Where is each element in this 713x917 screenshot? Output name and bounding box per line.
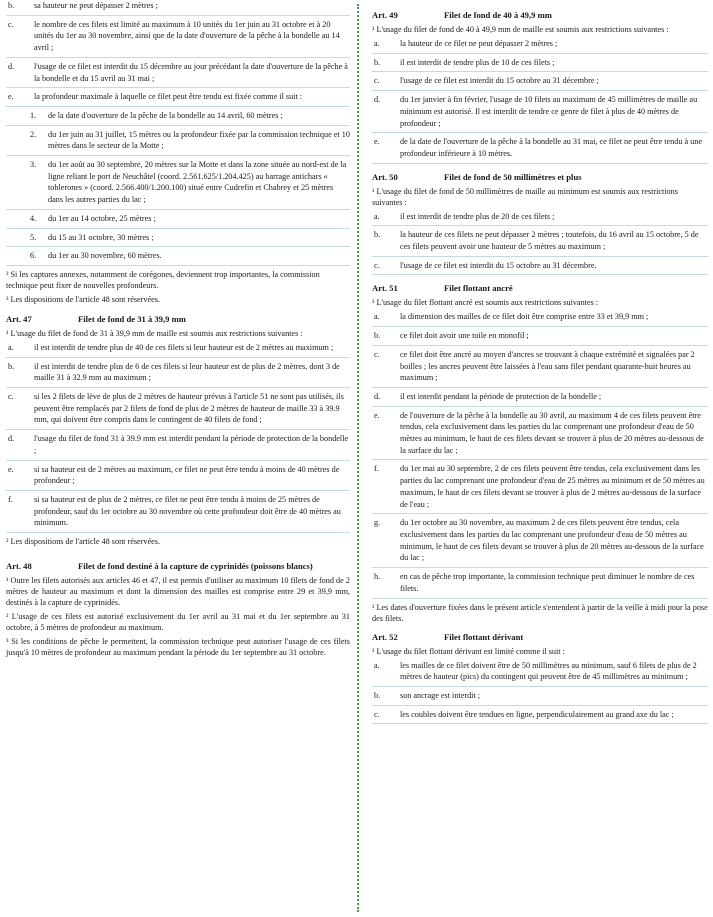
- list-item-marker: c.: [374, 349, 380, 359]
- list-item: [372, 391, 708, 407]
- list-item-marker: c.: [374, 260, 380, 270]
- list-item-text: du 1er janvier à fin février, l'usage de 10 filets au maximum de 45 millimètres de maille au minimum est autorisé. Il est interdit de tendre ce genre de filet à plus de 40 mètres de profondeur ;: [400, 95, 698, 128]
- list-item-marker: d.: [8, 61, 15, 71]
- list-item-marker: a.: [374, 211, 380, 221]
- list-item: [6, 129, 350, 156]
- list-item-marker: e.: [8, 464, 14, 474]
- list-item-marker: a.: [374, 660, 380, 670]
- list-item-text: il est interdit de tendre plus de 20 de ces filets ;: [400, 211, 555, 221]
- list-item-text: il est interdit de tendre plus de 10 de ces filets ;: [400, 57, 555, 67]
- list-item: [372, 517, 708, 568]
- art52-heading: [372, 632, 708, 643]
- list-item: [6, 433, 350, 460]
- list-item-marker: d.: [374, 391, 381, 401]
- list-item: [6, 213, 350, 229]
- art48-paragraph-2: ² L'usage de ces filets est autorisé exclusivement du 1er avril au 31 mai et du 1er septembre au 31 octobre, à 5 mètres de profondeur au maximum.: [6, 612, 350, 633]
- art48-paragraph-3: ³ Si les conditions de pêche le permettent, la commission technique peut autoriser l'usage de ces filets jusqu'à 10 mètres de profondeur au maximum pendant la période du 1er septembre au 31 octobre.: [6, 637, 350, 658]
- list-item: [6, 361, 350, 388]
- art47-heading: [6, 314, 350, 325]
- art51-number: Art. 51: [372, 283, 398, 294]
- list-item-marker: 5.: [30, 232, 37, 242]
- art50-items: [372, 211, 708, 276]
- art51-paragraph-2: ² Les dates d'ouverture fixées dans le présent article s'entendent à partir de la veille à midi pour la pose des filets.: [372, 602, 708, 623]
- art50-heading: [372, 172, 708, 183]
- art46-subitems: [6, 110, 350, 266]
- art46-paragraph-3: ³ Les dispositions de l'article 48 sont réservées.: [6, 294, 160, 304]
- list-item-marker: f.: [374, 464, 379, 474]
- list-item-marker: 3.: [30, 160, 37, 170]
- list-item: [372, 571, 708, 598]
- list-item-text: du 15 au 31 octobre, 30 mètres ;: [48, 232, 154, 242]
- art48-paragraph-1: ¹ Outre les filets autorisés aux articles 46 et 47, il est permis d'utiliser au maximum 10 filets de fond de 2 mètres de hauteur au maximum et dont la dimension des mailles est comprise entre 29 et 39,9 mm, destinés à la capture de cyprinidés.: [6, 576, 350, 608]
- list-item: [372, 38, 708, 54]
- list-item-text: il est interdit pendant la période de protection de la bondelle ;: [400, 391, 602, 401]
- art46-items: [6, 0, 350, 107]
- art50-title: Filet de fond de 50 millimètres et plus: [444, 171, 582, 182]
- list-item-marker: c.: [8, 19, 14, 29]
- list-item-marker: b.: [374, 690, 381, 700]
- list-item-marker: 1.: [30, 110, 37, 120]
- list-item-text: du 1er mai au 30 septembre, 2 de ces filets peuvent être tendus, cela exclusivement dans les parties du lac comprenant une profondeur d'eau de 25 mètres au minimum et de 50 mètres au maximum, le haut de ces filets devant se trouver à plus de 2 mètres au-dessous de la surface de l'eau ;: [400, 464, 705, 509]
- list-item-text: si les 2 filets de lève de plus de 2 mètres de hauteur prévus à l'article 51 ne sont pas utilisés, ils peuvent être remplacés par 2 filets de fond de plus de 2 mètres de hauteur de maille 33 à 39.9 mm, qui doivent être compris dans le contingent de 40 filets de fond ;: [34, 392, 344, 425]
- list-item-text: du 1er au 14 octobre, 25 mètres ;: [48, 213, 156, 223]
- column-divider: [357, 4, 359, 912]
- list-item: [6, 342, 350, 358]
- list-item-text: de la date d'ouverture de la pêche de la bondelle au 14 avril, 60 mètres ;: [48, 110, 283, 120]
- list-item-marker: c.: [8, 392, 14, 402]
- art52-number: Art. 52: [372, 631, 398, 642]
- list-item-text: ce filet doit avoir une toile en monofil ;: [400, 331, 529, 341]
- art52-intro: ¹ L'usage du filet flottant dérivant est limité comme il suit :: [372, 646, 565, 656]
- left-column: [6, 0, 350, 661]
- list-item: [372, 463, 708, 514]
- list-item-text: de la date de l'ouverture de la pêche à la bondelle au 31 mai, ce filet ne peut être tendu à une profondeur inférieure à 10 mètres.: [400, 137, 702, 158]
- list-item-text: l'usage de ce filet est interdit du 15 décembre au jour précédant la date d'ouverture de la pêche à la bondelle et du 15 avril au 31 mai ;: [34, 61, 348, 83]
- list-item-marker: 6.: [30, 251, 37, 261]
- list-item: [6, 232, 350, 248]
- list-item: [6, 61, 350, 88]
- art47-paragraph-2: ² Les dispositions de l'article 48 sont réservées.: [6, 537, 160, 547]
- list-item: [372, 229, 708, 256]
- list-item-marker: b.: [8, 1, 15, 10]
- art48-title: Filet de fond destiné à la capture de cyprinidés (poissons blancs): [78, 561, 313, 572]
- list-item-text: du 1er au 30 novembre, 60 mètres.: [48, 251, 162, 261]
- list-item: [6, 494, 350, 533]
- list-item: [372, 330, 708, 346]
- list-item-marker: a.: [374, 39, 380, 48]
- list-item-marker: f.: [8, 494, 13, 504]
- art46-paragraph-2: ² Si les captures annexes, notamment de corégones, deviennent trop importantes, la commission technique peut fixer de nouvelles profondeurs.: [6, 269, 320, 290]
- art47-number: Art. 47: [6, 313, 32, 324]
- art50-intro: ¹ L'usage du filet de fond de 50 millimètres de maille au minimum est soumis aux restrictions suivantes :: [372, 186, 678, 207]
- right-column: [372, 0, 708, 727]
- list-item-text: la profondeur maximale à laquelle ce filet peut être tendu est fixée comme il suit :: [34, 92, 303, 102]
- list-item-text: si sa hauteur est de plus de 2 mètres, ce filet ne peut être tendu à moins de 25 mètres de profondeur, sauf du 1er octobre au 30 novembre où cette profondeur doit être de 40 mètres au minimum.: [34, 494, 341, 528]
- list-item-marker: g.: [374, 518, 381, 528]
- list-item: [372, 660, 708, 687]
- list-item-marker: 2.: [30, 129, 37, 139]
- art51-intro: ¹ L'usage du filet flottant ancré est soumis aux restrictions suivantes :: [372, 298, 599, 308]
- list-item: [372, 94, 708, 133]
- list-item: [6, 91, 350, 107]
- art49-number: Art. 49: [372, 10, 398, 20]
- art51-title: Filet flottant ancré: [444, 283, 513, 294]
- list-item: [6, 159, 350, 210]
- list-item-marker: c.: [374, 709, 380, 719]
- list-item-text: de l'ouverture de la pêche à la bondelle au 30 avril, au maximum 4 de ces filets peuvent être tendus, cela exclusivement dans les parties du lac comprenant une profondeur d'eau de 50 mètres au minimum, le haut de ces filets devant se trouver à plus de 20 mètres au-dessous de la surface du lac ;: [400, 410, 704, 455]
- list-item: [372, 75, 708, 91]
- list-item-text: du 1er juin au 31 juillet, 15 mètres ou la profondeur fixée par la commission technique et 10 mètres dans le secteur de la Motte ;: [48, 129, 350, 151]
- list-item-text: l'usage de ce filet est interdit du 15 octobre au 31 décembre ;: [400, 76, 599, 86]
- list-item: [372, 260, 708, 276]
- art51-heading: [372, 283, 708, 294]
- list-item-text: le nombre de ces filets est limité au maximum à 10 unités du 1er juin au 31 octobre et à 20 unités du 1er au 30 novembre, ainsi que de la date d'ouverture de la pêche à la bondelle au 14 avril ;: [34, 19, 340, 53]
- list-item: [372, 136, 708, 163]
- art48-number: Art. 48: [6, 561, 32, 572]
- list-item-text: si sa hauteur est de 2 mètres au maximum, ce filet ne peut être tendu à moins de 40 mètres de profondeur ;: [34, 464, 340, 486]
- list-item-text: la dimension des mailles de ce filet doit être comprise entre 33 et 39,9 mm ;: [400, 312, 649, 322]
- list-item-text: du 1er août au 30 septembre, 20 mètres sur la Motte et dans la zone située au nord-est de la ligne reliant le port de Neuchâtel (coord. 2.561.625/1.204.425) au barrage antichars « toblerones » (coord. 2.566.400/1.200.100) situé entre Cudrefin et Chabrey et 25 mètres dans les autres parties du lac ;: [48, 160, 347, 205]
- list-item-text: l'usage du filet de fond 31 à 39.9 mm est interdit pendant la période de protection de la bondelle ;: [34, 434, 349, 455]
- list-item-text: ce filet doit être ancré au moyen d'ancres se trouvant à chaque extrémité et signalées par 2 boilles ; les ancres peuvent être laissées à l'eau sans filet pendant quarante-huit heures au maximum ;: [400, 349, 695, 383]
- art51-items: [372, 311, 708, 598]
- list-item-marker: e.: [374, 410, 380, 420]
- art49-heading: [372, 10, 708, 21]
- art49-items: [372, 38, 708, 164]
- list-item-text: son ancrage est interdit ;: [400, 690, 481, 700]
- list-item: [372, 709, 708, 725]
- list-item-marker: a.: [374, 312, 380, 322]
- list-item-marker: e.: [374, 137, 380, 147]
- list-item-text: la hauteur de ces filets ne peut dépasser 2 mètres ; toutefois, du 16 avril au 15 octobre, 5 de ces filets peuvent avoir une hauteur de 5 mètres au maximum ;: [400, 230, 699, 252]
- list-item-text: en cas de pêche trop importante, la commission technique peut diminuer le nombre de ces filets.: [400, 572, 695, 593]
- list-item: [372, 57, 708, 73]
- list-item-text: les coubles doivent être tendues en ligne, perpendiculairement au grand axe du lac ;: [400, 709, 674, 719]
- list-item-marker: b.: [374, 331, 381, 341]
- list-item-marker: b.: [374, 57, 381, 67]
- list-item-marker: c.: [374, 76, 380, 86]
- list-item-marker: d.: [374, 95, 381, 105]
- list-item-text: du 1er octobre au 30 novembre, au maximum 2 de ces filets peuvent être tendus, cela exclusivement dans les parties du lac comprenant une profondeur d'eau de 50 mètres au minimum, le haut de ces filets devant se trouver à plus de 20 mètres au-dessous de la surface du lac ;: [400, 518, 704, 563]
- art49-intro: ¹ L'usage du filet de fond de 40 à 49,9 mm de maille est soumis aux restrictions suivantes :: [372, 25, 669, 34]
- list-item: [372, 690, 708, 706]
- art50-number: Art. 50: [372, 171, 398, 182]
- list-item-marker: h.: [374, 572, 381, 582]
- art48-heading: [6, 561, 350, 572]
- list-item: [6, 250, 350, 266]
- list-item-text: il est interdit de tendre plus de 40 de ces filets si leur hauteur est de 2 mètres au maximum ;: [34, 342, 334, 352]
- list-item-text: l'usage de ce filet est interdit du 15 octobre au 31 décembre.: [400, 260, 597, 270]
- list-item: [372, 410, 708, 461]
- list-item-marker: b.: [8, 361, 15, 371]
- art47-intro: ¹ L'usage du filet de fond de 31 à 39,9 mm de maille est soumis aux restrictions suivantes :: [6, 328, 303, 338]
- list-item: [6, 391, 350, 430]
- art52-title: Filet flottant dérivant: [444, 631, 524, 642]
- art49-title: Filet de fond de 40 à 49,9 mm: [444, 10, 552, 20]
- art47-items: [6, 342, 350, 533]
- list-item: [6, 0, 350, 16]
- list-item-marker: e.: [8, 92, 14, 102]
- list-item-marker: b.: [374, 230, 381, 240]
- list-item-text: sa hauteur ne peut dépasser 2 mètres ;: [34, 1, 158, 10]
- list-item: [372, 311, 708, 327]
- art52-items: [372, 660, 708, 725]
- list-item: [6, 110, 350, 126]
- list-item-text: il est interdit de tendre plus de 6 de ces filets si leur hauteur est de plus de 2 mètres, dont 3 de maille 31 à 32.9 mm au maximum ;: [34, 361, 340, 383]
- list-item-text: la hauteur de ce filet ne peut dépasser 2 mètres ;: [400, 39, 558, 48]
- list-item-marker: d.: [8, 434, 15, 444]
- list-item: [372, 211, 708, 227]
- list-item-marker: 4.: [30, 213, 37, 223]
- list-item-text: les mailles de ce filet doivent être de 50 millimètres au minimum, sauf 6 filets de plus de 2 mètres de hauteur (pics) du contingent qui peuvent être de 45 millimètres au minimum ;: [400, 660, 697, 682]
- art47-title: Filet de fond de 31 à 39,9 mm: [78, 313, 186, 324]
- list-item-marker: a.: [8, 342, 14, 352]
- list-item: [372, 349, 708, 388]
- list-item: [6, 19, 350, 58]
- list-item: [6, 464, 350, 491]
